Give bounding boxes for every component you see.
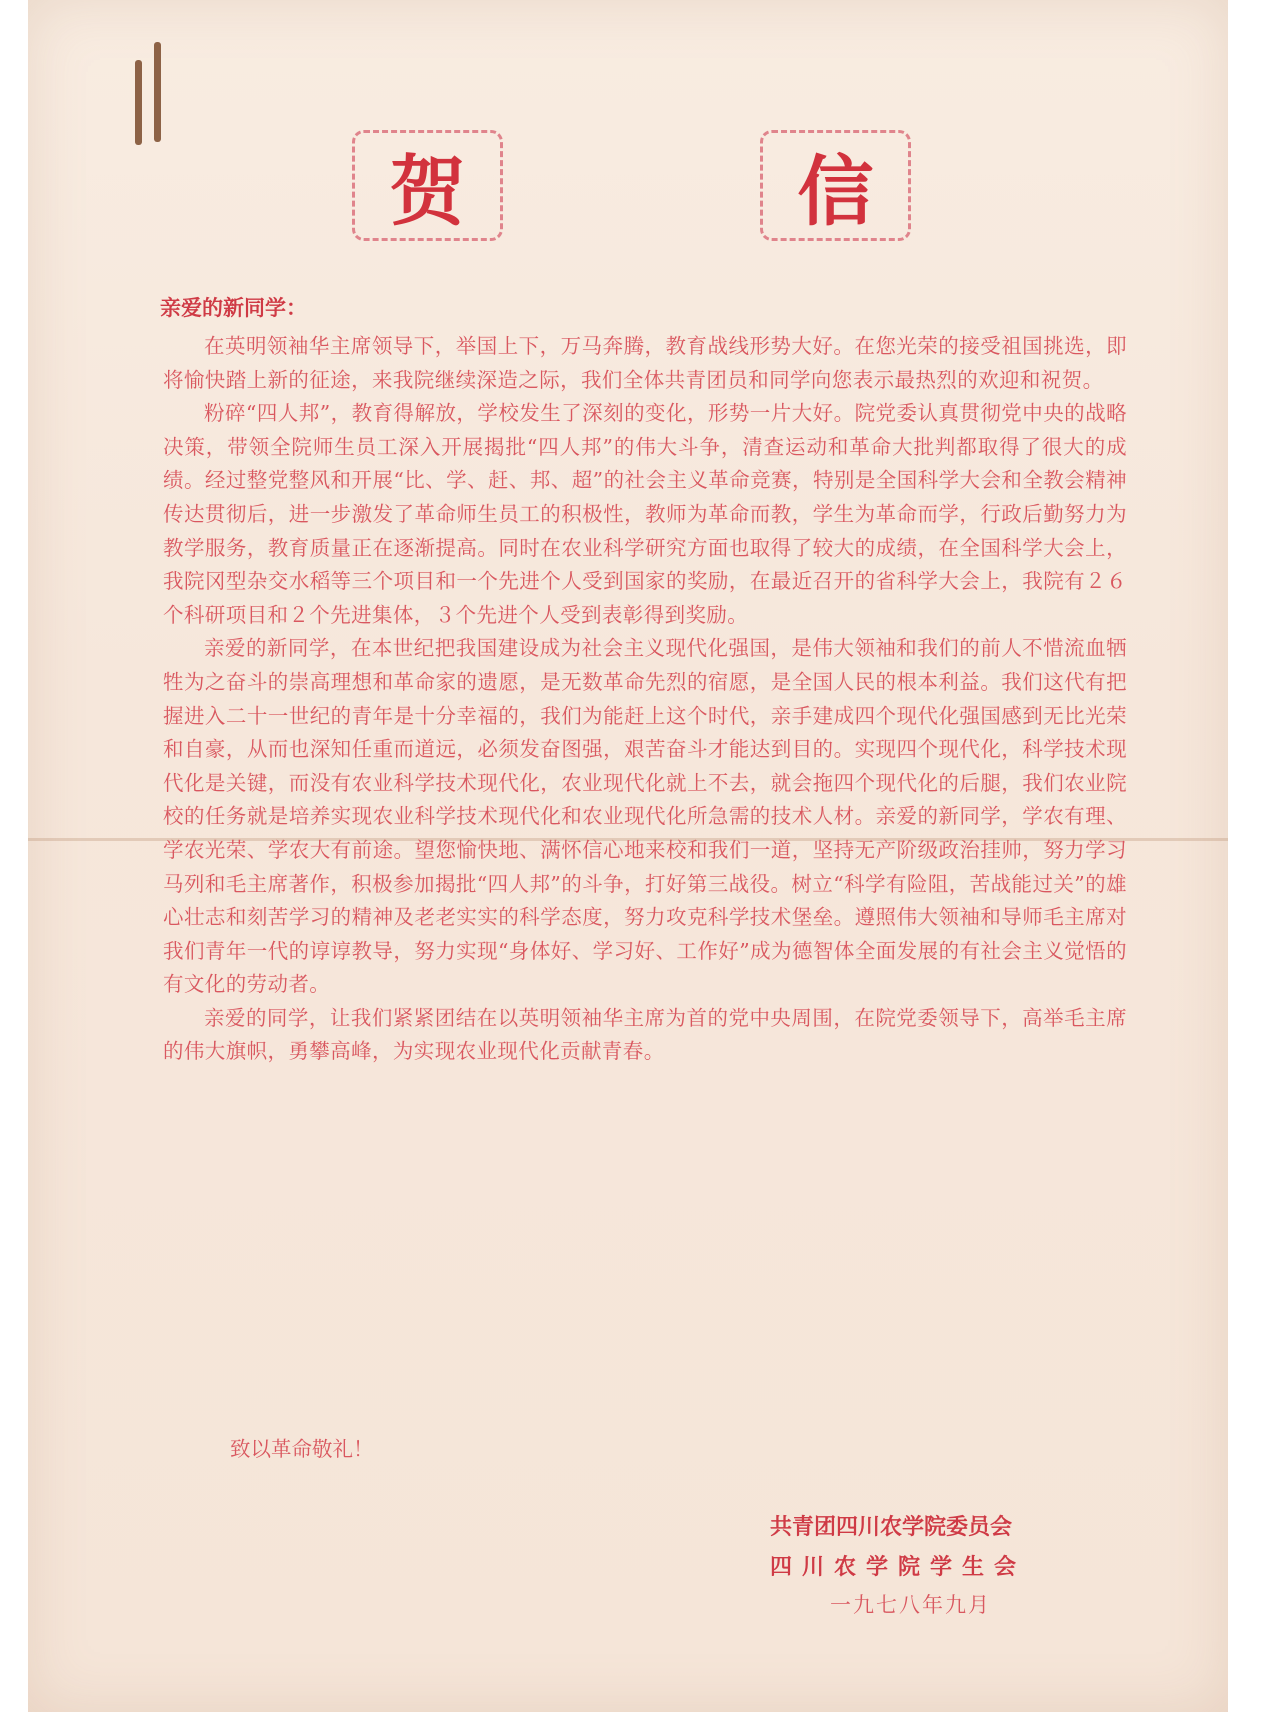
paragraph: 亲爱的新同学，在本世纪把我国建设成为社会主义现代化强国，是伟大领袖和我们的前人不惜流血牺牲为之奋斗的崇高理想和革命家的遗愿，是无数革命先烈的宿愿，是全国人民的根本利益。我们这代有把握进入二十一世纪的青年是十分幸福的，我们为能赶上这个时代，亲手建成四个现代化强国感到无比光荣和自豪，从而也深知任重而道远，必须发奋图强，艰苦奋斗才能达到目的。实现四个现代化，科学技术现代化是关键，而没有农业科学技术现代化，农业现代化就上不去，就会拖四个现代化的后腿，我们农业院校的任务就是培养实现农业科学技术现代化和农业现代化所急需的技术人材。亲爱的新同学，学农有理、学农光荣、学农大有前途。望您愉快地、满怀信心地来校和我们一道，坚持无产阶级政治挂帅，努力学习马列和毛主席著作，积极参加揭批“四人邦”的斗争，打好第三战役。树立“科学有险阻，苦战能过关”的雄心壮志和刻苦学习的精神及老老实实的科学态度，努力攻克科学技术堡垒。遵照伟大领袖和导师毛主席对我们青年一代的谆谆教导，努力实现“身体好、学习好、工作好”成为德智体全面发展的有社会主义觉悟的有文化的劳动者。 (163, 636, 1127, 997)
signature-block (770, 1508, 1026, 1588)
title-frame-left (352, 130, 503, 241)
letter-date: 一九七八年九月 (830, 1593, 991, 1617)
signature-student-union: 四川农学院学生会 (770, 1555, 1027, 1580)
title-char-1: 贺 (389, 147, 466, 236)
ink-stain-mark (135, 60, 142, 145)
closing-salute: 致以革命敬礼！ (230, 1437, 374, 1461)
title-frame-right (760, 130, 911, 241)
signature-league-committee: 共青团四川农学院委员会 (770, 1515, 1013, 1540)
paragraph: 粉碎“四人邦”，教育得解放，学校发生了深刻的变化，形势一片大好。院党委认真贯彻党中央的战略决策，带领全院师生员工深入开展揭批“四人邦”的伟大斗争，清查运动和革命大批判都取得了很大的成绩。经过整党整风和开展“比、学、赶、邦、超”的社会主义革命竞赛，特别是全国科学大会和全教会精神传达贯彻后，进一步激发了革命师生员工的积极性，教师为革命而教，学生为革命而学，行政后勤努力为教学服务，教育质量正在逐渐提高。同时在农业科学研究方面也取得了较大的成绩，在全国科学大会上，我院冈型杂交水稻等三个项目和一个先进个人受到国家的奖励，在最近召开的省科学大会上，我院有２６个科研项目和２个先进集体，３个先进个人受到表彰得到奖励。 (163, 401, 1127, 627)
ink-stain-mark (154, 42, 161, 142)
paragraph: 亲爱的同学，让我们紧紧团结在以英明领袖华主席为首的党中央周围，在院党委领导下，高举毛主席的伟大旗帜，勇攀高峰，为实现农业现代化贡献青春。 (163, 1005, 1127, 1064)
salutation: 亲爱的新同学： (160, 296, 307, 320)
letter-body (163, 330, 1127, 1069)
paragraph: 在英明领袖华主席领导下，举国上下，万马奔腾，教育战线形势大好。在您光荣的接受祖国挑选，即将愉快踏上新的征途，来我院继续深造之际，我们全体共青团员和同学向您表示最热烈的欢迎和祝贺。 (163, 334, 1127, 392)
title-char-2: 信 (797, 147, 874, 236)
